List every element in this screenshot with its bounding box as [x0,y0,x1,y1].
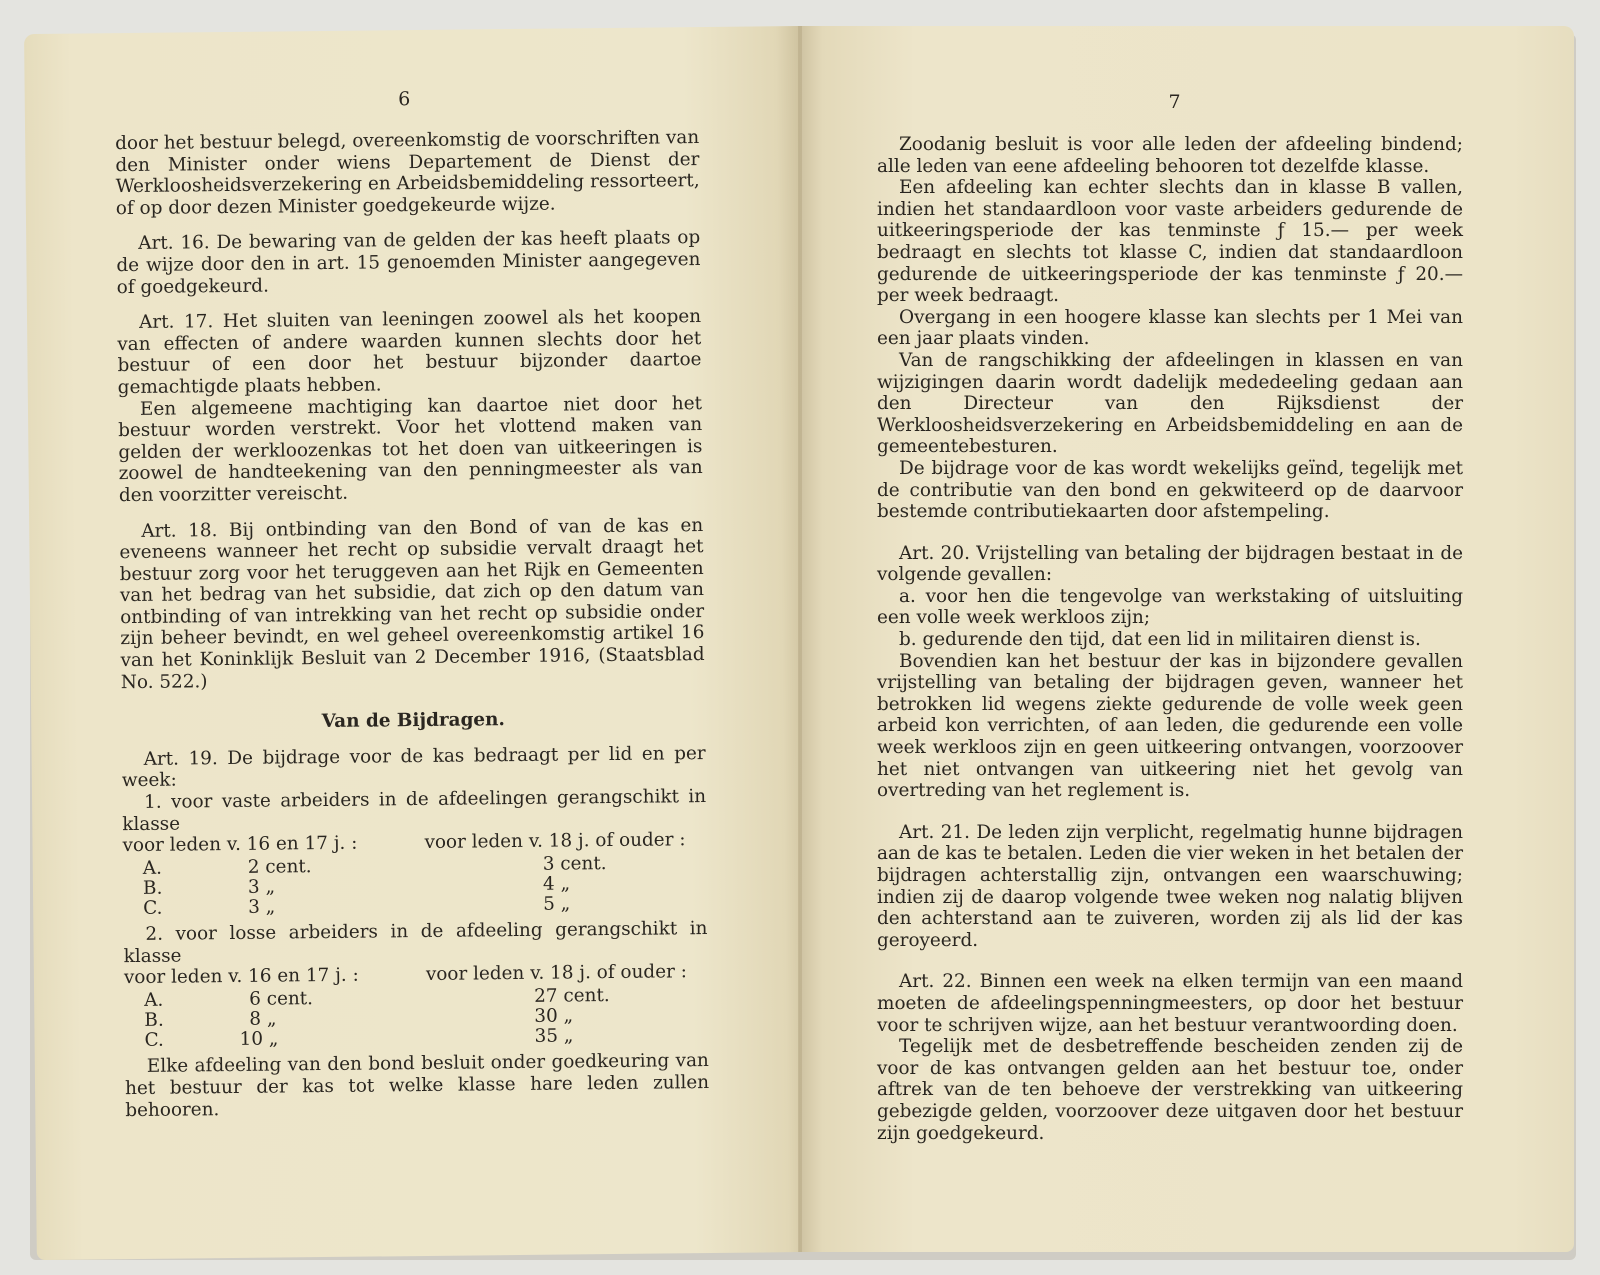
right-page [799,26,1574,1252]
article-22: Art. 22. Binnen een week na elken termijn van een maand moeten de afdeelingspenningmeesters, op door het bestuur voor te schrijven wijze, aan het bestuur verantwoording doen. [877,971,1463,1036]
article-20-a: a. voor hen die tengevolge van werkstaking of uitsluiting een volle week werkloos zijn; [877,585,1463,629]
paragraph: Zoodanig besluit is voor alle leden der afdeeling bindend; alle leden van eene afdeeling behooren tot dezelfde klasse. [877,134,1463,177]
header-young: voor leden v. 16 en 17 j. : [123,965,359,989]
rate-adult: 5 „ [543,893,571,915]
left-page-text [115,127,709,1121]
article-21: Art. 21. De leden zijn verplicht, regelmatig hunne bijdragen aan de kas te betalen. Leden die vier weken in het betalen der bijdragen achterstallig zijn, ontvangen een waarschuwing; indien zij de daarop volgende twee weken nog nalatig blijven den achterstand aan te zuiveren, worden zij als lid der kas geroyeerd. [877,821,1463,951]
article-22-continued: Tegelijk met de desbetreffende bescheiden zenden zij de voor de kas ontvangen gelden aan het bestuur toe, onder aftrek van de ten behoeve der verstrekking van uitkeering gebezigde gelden, voorzoover deze uitgaven door het bestuur zijn goedgekeurd. [877,1036,1463,1144]
article-19: Art. 19. De bijdrage voor de kas bedraagt per lid en per week: [121,742,706,792]
rate-young: 3 „ [247,876,276,899]
rates-table-2 [124,984,709,1056]
left-page [24,26,812,1260]
paragraph: De bijdrage voor de kas wordt wekelijks geïnd, tegelijk met de contributie van den bond en gekwiteerd op de daarvoor bestemde contributiekaarten door afstempeling. [877,457,1463,523]
paragraph: door het bestuur belegd, overeenkomstig de voorschriften van den Minister onder wiens Departement de Dienst der Werkloosheidsverzekering en Arbeidsbemiddeling ressorteert, of op door dezen Minister goedgekeurde wijze. [115,127,700,219]
rate-adult: 4 „ [542,873,571,895]
open-booklet [24,26,1574,1252]
page-number: 6 [398,88,411,111]
paragraph: Overgang in een hoogere klasse kan slechts per 1 Mei van een jaar plaats vinden. [877,306,1463,350]
article-20-b: b. gedurende den tijd, dat een lid in militairen dienst is. [899,629,1421,651]
paragraph: Van de rangschikking der afdeelingen in klassen en van wijzigingen daarin wordt dadelijk mededeeling gedaan aan den Directeur van den Rijksdienst der Werkloosheidsverzekering en Arbeidsbemiddeling en aan de gemeentebesturen. [877,349,1463,458]
rate-class: B. [142,877,163,900]
section-heading: Van de Bijdragen. [321,709,505,733]
article-16: Art. 16. De bewaring van de gelden der kas heeft plaats op de wijze door den in art. 15 genoemden Minister aangegeven of goedgekeurd. [116,227,701,298]
rate-young: 2 cent. [247,856,312,879]
right-page-text [877,134,1463,1144]
rate-adult: 3 cent. [542,853,607,875]
center-fold [798,26,802,1252]
rate-adult: 35 „ [534,1025,574,1048]
paragraph: Een afdeeling kan echter slechts dan in klasse B vallen, indien het standaardloon voor vaste arbeiders gedurende de uitkeeringsperiode der kas tenminste ƒ 15.— per week bedraagt en slechts tot klasse C, indien dat standaardloon gedurende de uitkeeringsperiode der kas tenminste ƒ 20.— per week bedraagt. [877,177,1463,307]
article-17-continued: Een algemeene machtiging kan daartoe niet door het bestuur worden verstrekt. Voor het vlottend maken van gelden der werkloozenkas tot het doen van uitkeeringen is zoowel de handteekening van den penningmeester als van den voorzitter vereischt. [118,392,703,507]
item-1: 1. voor vaste arbeiders in de afdeelingen gerangschikt in klasse [122,786,707,835]
rate-class: C. [143,897,163,920]
rate-young: 8 „ [249,1008,277,1031]
rate-adult: 27 cent. [534,985,610,1008]
header-adult: voor leden v. 18 j. of ouder : [425,961,687,986]
article-18: Art. 18. Bij ontbinding van den Bond of van de kas en eveneens wanneer het recht op subsidie vervalt draagt het bestuur zorg voor het teruggeven aan het Rijk en Gemeenten van het bedrag van het subsidie, dat zich op den datum van ontbinding of van intrekking van het recht op subsidie onder zijn beheer bevindt, en wel geheel overeenkomstig artikel 16 van het Koninklijk Besluit van 2 December 1916, (Staatsblad No. 522.) [119,514,705,693]
article-17: Art. 17. Het sluiten van leeningen zoowel als het koopen van effecten of andere waarden kunnen slechts door het bestuur of een door het bestuur bijzonder daartoe gemachtigde plaats hebben. [117,306,702,399]
closing-paragraph: Elke afdeeling van den bond besluit onder goedkeuring van het bestuur der kas tot welke klasse hare leden zullen behooren. [124,1050,710,1121]
rate-class: C. [144,1030,164,1052]
rate-young: 6 cent. [249,988,314,1011]
rate-young: 10 „ [239,1028,279,1051]
rate-class: B. [144,1010,164,1032]
article-20-continued: Bovendien kan het bestuur der kas in bijzondere gevallen vrijstelling van betaling der bijdragen geven, wanneer het betrokken lid wegens ziekte gedurende de volle week geen arbeid kon verrichten, of aan leden, die gedurende een volle week werkloos zijn en geen uitkeering ontvangen, voorzoover het niet ontvangen van uitkeering niet het gevolg van overtreding van het reglement is. [877,650,1463,802]
article-20: Art. 20. Vrijstelling van betaling der bijdragen bestaat in de volgende gevallen: [877,542,1463,586]
rate-adult: 30 „ [534,1005,574,1028]
header-young: voor leden v. 16 en 17 j. : [122,832,358,857]
rates-table-1 [123,852,708,924]
item-2: 2. voor losse arbeiders in de afdeeling gerangschikt in klasse [123,918,708,967]
header-adult: voor leden v. 18 j. of ouder : [424,829,686,854]
rate-class: A. [142,857,163,880]
page-number: 7 [1168,91,1181,113]
rate-class: A. [144,990,164,1012]
rate-young: 3 „ [248,896,276,919]
